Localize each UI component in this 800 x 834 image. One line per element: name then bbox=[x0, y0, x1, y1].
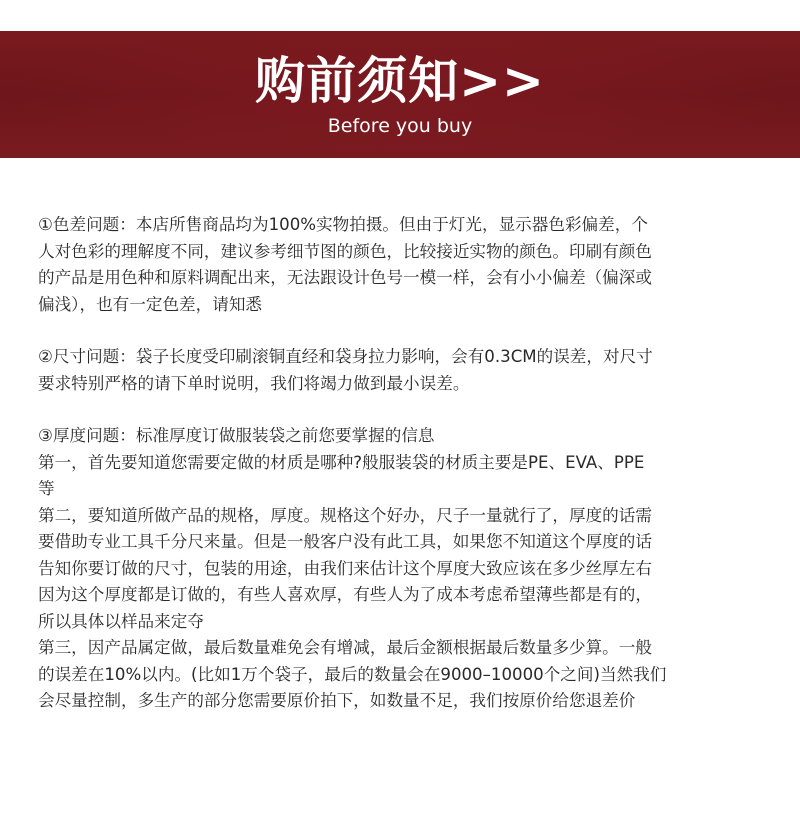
header-banner bbox=[0, 31, 800, 158]
color-difference-section bbox=[38, 212, 783, 318]
text-line: ①色差问题：本店所售商品均为100%实物拍摄。但由于灯光，显示器色彩偏差，个 bbox=[38, 215, 648, 234]
text-line: ②尺寸问题：袋子长度受印刷滚铜直经和袋身拉力影响，会有0.3CM的误差，对尺寸 bbox=[38, 347, 653, 366]
text-line: 的产品是用色种和原料调配出来，无法跟设计色号一模一样，会有小小偏差（偏深或 bbox=[38, 268, 652, 287]
banner-title: 购前须知>> bbox=[255, 52, 545, 110]
text-line: 第二，要知道所做产品的规格，厚度。规格这个好办，尺子一量就行了，厚度的话需 bbox=[38, 505, 652, 525]
text-line: 偏浅），也有一定色差，请知悉 bbox=[38, 294, 263, 314]
text-line: ③厚度问题：标准厚度订做服装袋之前您要掌握的信息 bbox=[38, 426, 435, 445]
text-line: 会尽量控制，多生产的部分您需要原价拍下，如数量不足，我们按原价给您退差价 bbox=[38, 691, 636, 710]
text-line: 要求特别严格的请下单时说明，我们将竭力做到最小误差。 bbox=[38, 373, 470, 393]
text-line: 等 bbox=[38, 479, 55, 498]
text-line: 所以具体以样品来定夺 bbox=[38, 611, 204, 631]
section-gap bbox=[38, 397, 783, 423]
text-line: 的误差在10%以内。(比如1万个袋子，最后的数量会在9000–10000个之间)当然我们 bbox=[38, 664, 667, 684]
text-line: 要借助专业工具千分尺来量。但是一般客户没有此工具，如果您不知道这个厚度的话 bbox=[38, 532, 652, 551]
text-line: 告知你要订做的尺寸，包装的用途，由我们来估计这个厚度大致应该在多少丝厚左右 bbox=[38, 558, 652, 578]
text-line: 人对色彩的理解度不同，建议参考细节图的颜色，比较接近实物的颜色。印刷有颜色 bbox=[38, 241, 652, 261]
text-line: 因为这个厚度都是订做的，有些人喜欢厚，有些人为了成本考虑希望薄些都是有的， bbox=[38, 585, 652, 604]
text-line: 第三，因产品属定做，最后数量难免会有增减，最后金额根据最后数量多少算。一般 bbox=[38, 638, 652, 657]
size-section bbox=[38, 344, 783, 397]
notice-content bbox=[38, 212, 783, 715]
section-gap bbox=[38, 318, 783, 344]
banner-subtitle: Before you buy bbox=[327, 115, 473, 137]
thickness-section bbox=[38, 423, 783, 715]
text-line: 第一，首先要知道您需要定做的材质是哪种?般服装袋的材质主要是PE、EVA、PPE bbox=[38, 452, 645, 472]
